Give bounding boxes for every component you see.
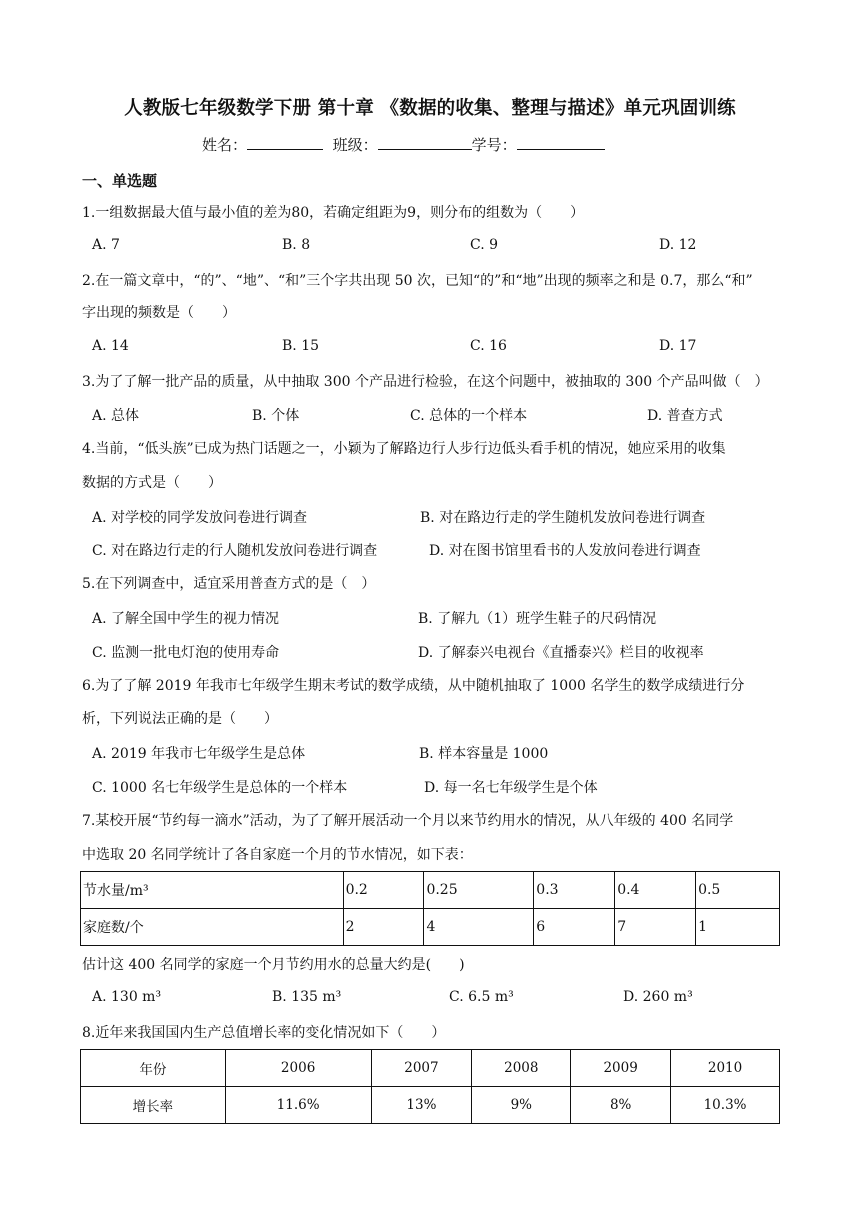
question-2-stem-line2: 字出现的频数是（ ） [82, 305, 236, 321]
q7-option-c: C. 6.5 m³ [449, 989, 514, 1005]
question-7-stem-line2: 中选取 20 名同学统计了各自家庭一个月的节水情况，如下表： [82, 847, 473, 863]
table-cell: 2 [343, 909, 424, 946]
q4-option-c: C. 对在路边行走的行人随机发放问卷进行调查 [92, 543, 378, 559]
table-cell: 11.6% [225, 1087, 371, 1124]
question-6-stem-line2: 析，下列说法正确的是（ ） [82, 711, 278, 727]
table-cell: 0.5 [696, 872, 780, 909]
question-1-stem: 1.一组数据最大值与最小值的差为80，若确定组距为9，则分布的组数为（ ） [82, 205, 585, 221]
class-blank [378, 134, 472, 150]
table-row [81, 872, 780, 909]
table-cell: 节水量/m³ [81, 872, 344, 909]
table-row [81, 909, 780, 946]
name-label: 姓名： [202, 136, 248, 154]
table-cell: 4 [424, 909, 534, 946]
table-cell: 年份 [81, 1050, 226, 1087]
q2-option-b: B. 15 [282, 338, 320, 354]
question-5-stem: 5.在下列调查中，适宜采用普查方式的是（ ） [82, 576, 376, 592]
table-cell: 增长率 [81, 1087, 226, 1124]
table-cell: 10.3% [671, 1087, 780, 1124]
q7-option-d: D. 260 m³ [623, 989, 693, 1005]
table-cell: 13% [371, 1087, 472, 1124]
question-7-followup: 估计这 400 名同学的家庭一个月节约用水的总量大约是( ) [82, 957, 465, 973]
question-2-stem-line1: 2.在一篇文章中，“的”、“地”、“和”三个字共出现 50 次，已知“的”和“地”出现的频率之和是 0.7，那么“和” [82, 273, 753, 289]
q7-option-b: B. 135 m³ [272, 989, 342, 1005]
table-cell: 2009 [571, 1050, 671, 1087]
id-blank [517, 134, 605, 150]
table-cell: 2006 [225, 1050, 371, 1087]
section-title: 一、单选题 [82, 172, 158, 190]
q7-option-a: A. 130 m³ [92, 989, 162, 1005]
q2-option-a: A. 14 [92, 338, 129, 354]
q3-option-c: C. 总体的一个样本 [410, 408, 528, 424]
table-cell: 0.2 [343, 872, 424, 909]
q4-option-d: D. 对在图书馆里看书的人发放问卷进行调查 [429, 543, 701, 559]
water-saving-table [80, 871, 780, 946]
q6-option-b: B. 样本容量是 1000 [419, 746, 549, 762]
table-cell: 8% [571, 1087, 671, 1124]
q1-option-d: D. 12 [659, 237, 697, 253]
table-cell: 9% [472, 1087, 571, 1124]
q3-option-b: B. 个体 [252, 408, 300, 424]
table-row [81, 1050, 780, 1087]
question-4-stem-line2: 数据的方式是（ ） [82, 475, 222, 491]
question-7-stem-line1: 7.某校开展“节约每一滴水”活动，为了了解开展活动一个月以来节约用水的情况，从八年级的 400 名同学 [82, 813, 734, 829]
q2-option-c: C. 16 [470, 338, 507, 354]
q5-option-c: C. 监测一批电灯泡的使用寿命 [92, 645, 280, 661]
table-cell: 0.4 [615, 872, 696, 909]
q3-option-d: D. 普查方式 [647, 408, 723, 424]
q4-option-b: B. 对在路边行走的学生随机发放问卷进行调查 [420, 510, 706, 526]
document-title: 人教版七年级数学下册 第十章 《数据的收集、整理与描述》单元巩固训练 [124, 98, 736, 119]
table-cell: 6 [534, 909, 615, 946]
q6-option-d: D. 每一名七年级学生是个体 [424, 780, 598, 796]
table-cell: 0.25 [424, 872, 534, 909]
q1-option-b: B. 8 [282, 237, 311, 253]
q5-option-b: B. 了解九（1）班学生鞋子的尺码情况 [418, 611, 657, 627]
question-8-stem: 8.近年来我国国内生产总值增长率的变化情况如下（ ） [82, 1025, 446, 1041]
q1-option-a: A. 7 [92, 237, 120, 253]
id-label: 学号： [471, 136, 517, 154]
q5-option-d: D. 了解泰兴电视台《直播泰兴》栏目的收视率 [418, 645, 704, 661]
q3-option-a: A. 总体 [92, 408, 140, 424]
table-row [81, 1087, 780, 1124]
table-cell: 1 [696, 909, 780, 946]
table-cell: 0.3 [534, 872, 615, 909]
table-cell: 2008 [472, 1050, 571, 1087]
class-label: 班级： [332, 136, 378, 154]
question-3-stem: 3.为了了解一批产品的质量，从中抽取 300 个产品进行检验，在这个问题中，被抽取的 300 个产品叫做（ ） [82, 374, 769, 390]
student-info-line [202, 134, 605, 155]
name-blank [247, 134, 323, 150]
table-cell: 2010 [671, 1050, 780, 1087]
question-6-stem-line1: 6.为了了解 2019 年我市七年级学生期末考试的数学成绩，从中随机抽取了 1000 名学生的数学成绩进行分 [82, 678, 745, 694]
q4-option-a: A. 对学校的同学发放问卷进行调查 [92, 510, 308, 526]
table-cell: 家庭数/个 [81, 909, 344, 946]
table-cell: 7 [615, 909, 696, 946]
gdp-growth-table [80, 1049, 780, 1124]
question-4-stem-line1: 4.当前，“低头族”已成为热门话题之一，小颖为了解路边行人步行边低头看手机的情况，她应采用的收集 [82, 441, 726, 457]
q2-option-d: D. 17 [659, 338, 697, 354]
q6-option-a: A. 2019 年我市七年级学生是总体 [92, 746, 306, 762]
q1-option-c: C. 9 [470, 237, 499, 253]
q5-option-a: A. 了解全国中学生的视力情况 [92, 611, 280, 627]
table-cell: 2007 [371, 1050, 472, 1087]
q6-option-c: C. 1000 名七年级学生是总体的一个样本 [92, 780, 348, 796]
